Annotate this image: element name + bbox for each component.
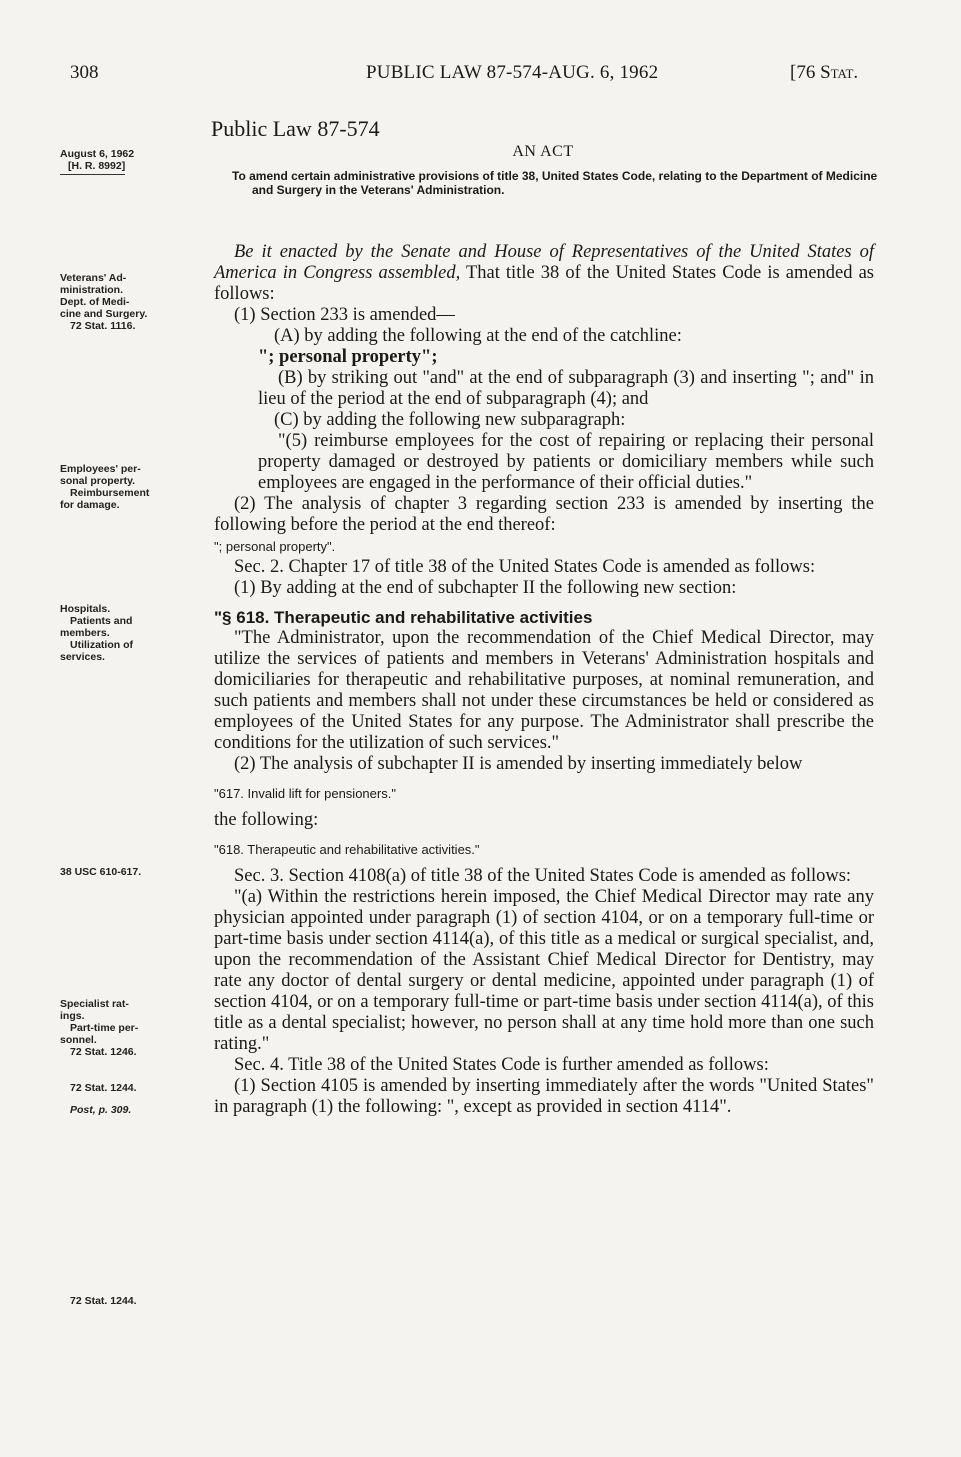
margin-bill: [H. R. 8992] <box>60 160 125 175</box>
margin-line: Dept. of Medi- <box>60 296 130 308</box>
running-title: PUBLIC LAW 87-574-AUG. 6, 1962 <box>366 62 659 83</box>
margin-line: 72 Stat. 1244. <box>70 1082 137 1094</box>
margin-line: 72 Stat. 1116. <box>70 320 136 332</box>
margin-post <box>60 1104 210 1116</box>
paragraph: (C) by adding the following new subparagraph: <box>274 410 626 430</box>
act-label: AN ACT <box>512 143 574 160</box>
margin-stat-1244-b <box>60 1295 210 1307</box>
margin-line: Reimbursement <box>70 487 150 499</box>
act-purpose: To amend certain administrative provisions of title 38, United States Code, relating to the Department of Medicine and Surgery in the Veterans' Administration. <box>232 169 878 197</box>
enacting-rest: That title 38 of the United States Code is amended as follows: <box>214 263 874 304</box>
margin-line: Veterans' Ad- <box>60 272 127 284</box>
margin-line: Specialist rat- <box>60 998 129 1010</box>
margin-specialist <box>60 998 210 1058</box>
page-number: 308 <box>70 62 99 83</box>
paragraph: (B) by striking out "and" at the end of subparagraph (3) and inserting "; and" in lieu of the period at the end of subparagraph (4); and <box>258 368 874 409</box>
margin-line: sonal property. <box>60 475 136 487</box>
margin-line: 38 USC 610-617. <box>60 866 142 878</box>
main-text <box>214 242 874 1118</box>
paragraph: (A) by adding the following at the end of the catchline: <box>274 326 682 346</box>
margin-hospitals <box>60 603 210 663</box>
stat-volume: [76 <box>790 62 816 83</box>
section-2: Sec. 2. Chapter 17 of title 38 of the United States Code is amended as follows: <box>234 557 816 577</box>
paragraph: (2) The analysis of chapter 3 regarding section 233 is amended by inserting the following before the period at the end thereof: <box>214 494 874 535</box>
paragraph: (1) Section 233 is amended— <box>234 305 455 325</box>
section-618-heading: "§ 618. Therapeutic and rehabilitative activities <box>214 608 593 627</box>
following-text: the following: <box>214 810 319 830</box>
paragraph: "(5) reimburse employees for the cost of repairing or replacing their personal property damaged or destroyed by patients or domiciliary members while such employees are engaged in the performance of their official duties." <box>258 431 874 493</box>
section-3: Sec. 3. Section 4108(a) of title 38 of the United States Code is amended as follows: <box>234 866 852 886</box>
margin-line: Post, p. 309. <box>70 1104 132 1116</box>
margin-line: members. <box>60 627 110 639</box>
section-4108a-text: "(a) Within the restrictions herein imposed, the Chief Medical Director may rate any physician appointed under paragraph (1) of section 4104, or on a temporary full-time or part-time basis under section 4114(a), of this title as a medical or surgical specialist, and, upon the recommendation of the Assistant Chief Medical Director for Dentistry, may rate any doctor of dental surgery or dental medicine, appointed under paragraph (1) of section 4104, or on a temporary full-time or part-time basis under section 4114(a), of this title as a dental specialist; however, no person shall at any time hold more than one such rating." <box>214 887 875 1054</box>
enacting-clause <box>214 242 874 305</box>
margin-line: Patients and <box>70 615 133 627</box>
section-4: Sec. 4. Title 38 of the United States Code is further amended as follows: <box>234 1055 769 1075</box>
margin-line: for damage. <box>60 499 120 511</box>
margin-usc <box>60 866 210 878</box>
quoted-618: "618. Therapeutic and rehabilitative activities." <box>214 842 480 857</box>
margin-line: cine and Surgery. <box>60 308 148 320</box>
paragraph: (1) Section 4105 is amended by inserting immediately after the words "United States" in paragraph (1) the following: ", except as provided in section 4114". <box>214 1076 874 1117</box>
paragraph: (2) The analysis of subchapter II is amended by inserting immediately below <box>234 754 803 774</box>
margin-line: services. <box>60 651 105 663</box>
margin-date-text: August 6, 1962 <box>60 148 135 160</box>
paragraph: (1) By adding at the end of subchapter II the following new section: <box>234 578 737 598</box>
margin-veterans <box>60 272 210 332</box>
margin-line: Utilization of <box>70 639 133 651</box>
section-618-text: "The Administrator, upon the recommendation of the Chief Medical Director, may utilize the services of patients and members in Veterans' Administration hospitals and domiciliaries for therapeutic and rehabilitative purposes, at nominal remuneration, and such patients and members shall not under these circumstances be held or considered as employees of the United States for any purpose. The Administrator shall prescribe the conditions for the utilization of such services." <box>214 628 874 753</box>
page-header <box>0 62 961 92</box>
law-title: Public Law 87-574 <box>211 116 380 141</box>
margin-employees <box>60 463 210 511</box>
enacting-italic: Be it enacted by the Senate and House of Representatives of the United States of America in Congress assembled, <box>214 242 874 283</box>
margin-line: sonnel. <box>60 1034 97 1046</box>
margin-line: ministration. <box>60 284 124 296</box>
margin-stat-1244-a <box>60 1082 210 1094</box>
margin-line: Part-time per- <box>70 1022 139 1034</box>
margin-date <box>60 148 210 175</box>
margin-line: 72 Stat. 1244. <box>70 1295 137 1307</box>
margin-line: ings. <box>60 1010 85 1022</box>
catchline-quote: "; personal property"; <box>258 347 438 367</box>
margin-line: Hospitals. <box>60 603 111 615</box>
quoted-insert: "; personal property". <box>214 539 336 554</box>
stat-word: Stat. <box>820 62 859 83</box>
margin-line: 72 Stat. 1246. <box>70 1046 137 1058</box>
quoted-617: "617. Invalid lift for pensioners." <box>214 786 396 801</box>
stat-reference <box>790 62 858 84</box>
margin-line: Employees' per- <box>60 463 141 475</box>
